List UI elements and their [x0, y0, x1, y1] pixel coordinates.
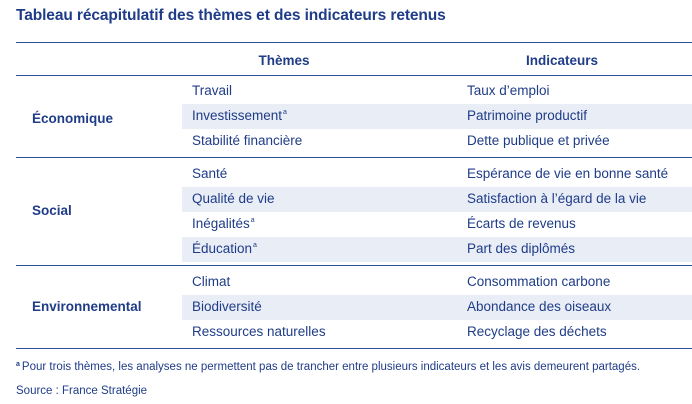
table-row — [182, 187, 692, 212]
theme-cell: Qualité de vie — [192, 191, 275, 206]
header-indicators: Indicateurs — [525, 53, 599, 68]
table-row — [182, 237, 692, 262]
table-row — [182, 104, 692, 129]
indicator-cell: Part des diplômés — [467, 241, 576, 256]
group-rule — [16, 265, 692, 266]
indicator-cell: Écarts de revenus — [467, 216, 576, 231]
table-row — [182, 270, 692, 295]
theme-cell: Travail — [192, 83, 233, 98]
indicator-cell: Recyclage des déchets — [467, 324, 607, 339]
footnote-marker: a — [250, 217, 255, 224]
group-label-environnemental: Environnemental — [32, 299, 142, 314]
header-rule — [16, 75, 692, 76]
footnote-marker: a — [16, 361, 20, 368]
indicator-cell: Abondance des oiseaux — [467, 299, 612, 314]
theme-cell: Santé — [192, 166, 228, 181]
indicator-cell: Patrimoine productif — [467, 108, 588, 123]
theme-cell: Stabilité financière — [192, 133, 303, 148]
table-row — [182, 162, 692, 187]
indicator-cell: Espérance de vie en bonne santé — [467, 166, 669, 181]
indicator-cell: Satisfaction à l’égard de la vie — [467, 191, 647, 206]
theme-cell: Éducation$^a$ — [192, 241, 257, 256]
source-line: Source : France Stratégie — [16, 385, 148, 397]
bottom-rule — [16, 348, 692, 349]
header-themes: Thèmes — [258, 53, 310, 68]
group-label-economique: Économique — [32, 111, 114, 126]
footnote-text: Pour trois thèmes, les analyses ne permettent pas de trancher entre plusieurs indicateurs et les avis demeurent partagés. — [21, 361, 641, 373]
table-row — [182, 79, 692, 104]
table-row — [182, 212, 692, 237]
theme-cell: Ressources naturelles — [192, 324, 326, 339]
table-row — [182, 320, 692, 345]
table-row — [182, 295, 692, 320]
footnote — [16, 361, 640, 373]
footnote-marker: a — [283, 109, 287, 116]
indicator-cell: Consommation carbone — [467, 274, 611, 289]
theme-cell: Inégalités$^a$ — [192, 216, 255, 231]
theme-cell: Investissement$^a$ — [192, 108, 287, 123]
group-rule — [16, 157, 692, 158]
footnote-marker: a — [253, 242, 257, 249]
indicator-cell: Dette publique et privée — [467, 133, 610, 148]
top-rule — [16, 42, 692, 43]
theme-cell: Climat — [192, 274, 231, 289]
indicator-cell: Taux d’emploi — [467, 83, 550, 98]
theme-cell: Biodiversité — [192, 299, 262, 314]
table-title: Tableau récapitulatif des thèmes et des indicateurs retenus — [16, 7, 446, 24]
table-row — [182, 129, 692, 154]
group-label-social: Social — [32, 203, 72, 218]
